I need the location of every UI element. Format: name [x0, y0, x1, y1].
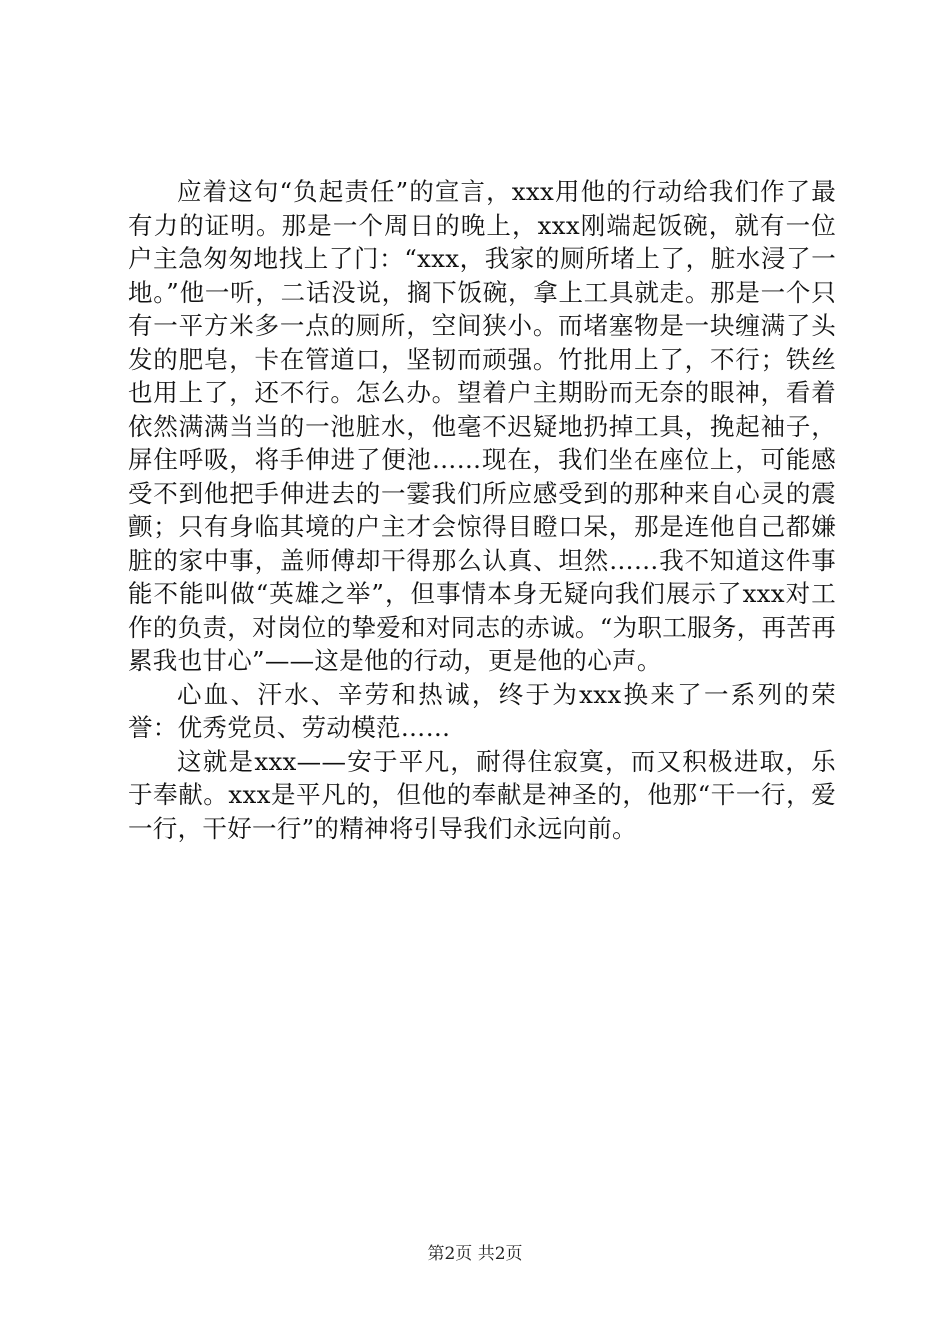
- paragraph-2: 心血、汗水、辛劳和热诚，终于为xxx换来了一系列的荣誉：优秀党员、劳动模范……: [128, 679, 836, 742]
- body-text: [128, 175, 836, 845]
- paragraph-1: 应着这句“负起责任”的宣言，xxx用他的行动给我们作了最有力的证明。那是一个周日的晚上，xxx刚端起饭碗，就有一位户主急匆匆地找上了门：“xxx，我家的厕所堵上了，脏水浸了一地。”他一听，二话没说，搁下饭碗，拿上工具就走。那是一个只有一平方米多一点的厕所，空间狭小。而堵塞物是一块缠满了头发的肥皂，卡在管道口，坚韧而顽强。竹批用上了，不行；铁丝也用上了，还不行。怎么办。望着户主期盼而无奈的眼神，看着依然满满当当的一池脏水，他毫不迟疑地扔掉工具，挽起袖子，屏住呼吸，将手伸进了便池……现在，我们坐在座位上，可能感受不到他把手伸进去的一霎我们所应感受到的那种来自心灵的震颤；只有身临其境的户主才会惊得目瞪口呆，那是连他自己都嫌脏的家中事，盖师傅却干得那么认真、坦然……我不知道这件事能不能叫做“英雄之举”，但事情本身无疑向我们展示了xxx对工作的负责，对岗位的挚爱和对同志的赤诚。“为职工服务，再苦再累我也甘心”——这是他的行动，更是他的心声。: [128, 177, 836, 675]
- page-number-footer: 第2页 共2页: [427, 1244, 523, 1264]
- paragraph-3: 这就是xxx——安于平凡，耐得住寂寞，而又积极进取，乐于奉献。xxx是平凡的，但他的奉献是神圣的，他那“干一行，爱一行，干好一行”的精神将引导我们永远向前。: [128, 746, 836, 843]
